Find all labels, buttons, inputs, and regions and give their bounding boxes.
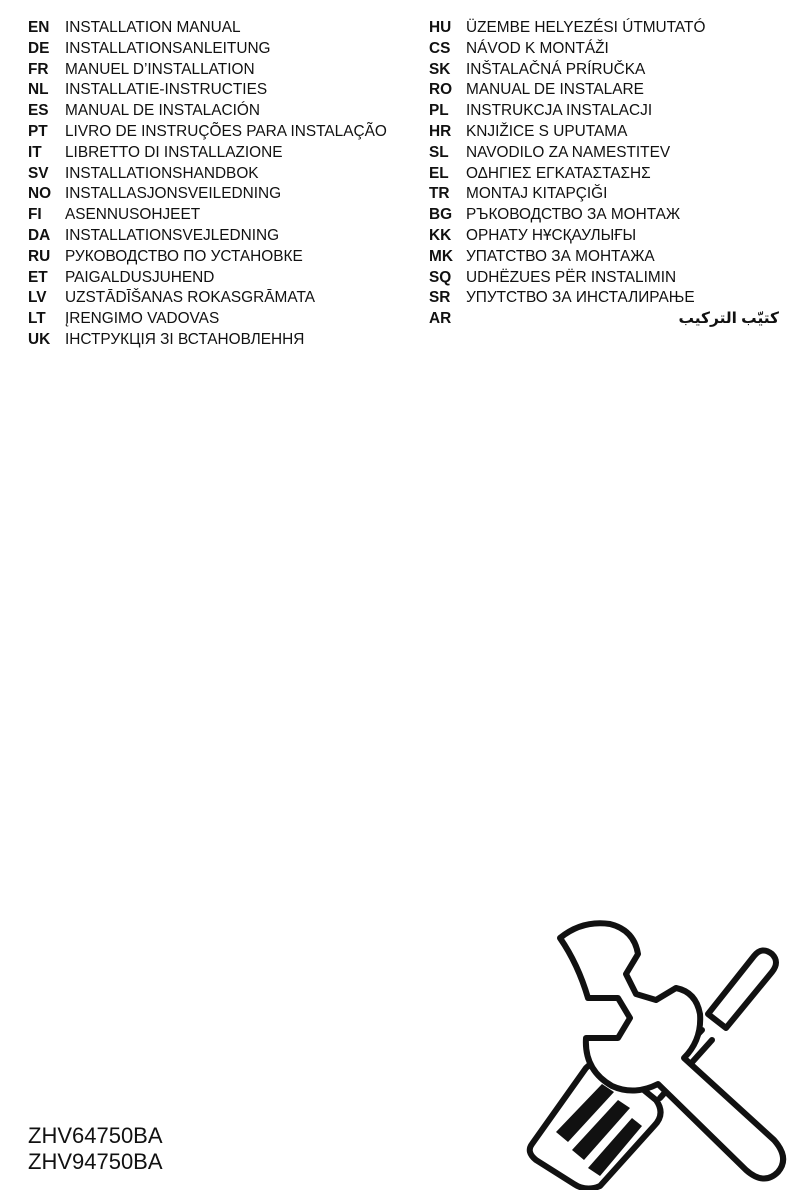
manual-title: MANUAL DE INSTALARE xyxy=(466,81,644,99)
manual-title: MANUEL D’INSTALLATION xyxy=(65,60,255,78)
manual-title: MANUAL DE INSTALACIÓN xyxy=(65,102,260,120)
manual-title: NAVODILO ZA NAMESTITEV xyxy=(466,143,671,161)
manual-title: INSTALLATIONSANLEITUNG xyxy=(65,39,271,57)
language-entry xyxy=(28,143,408,164)
language-entry xyxy=(429,205,789,226)
language-entry xyxy=(429,226,789,247)
manual-title: ASENNUSOHJEET xyxy=(65,206,201,224)
language-entry xyxy=(429,288,789,309)
language-entry xyxy=(28,164,408,185)
language-code: BG xyxy=(429,206,453,224)
manual-title: ΟΔΗΓΙΕΣ ΕΓΚΑΤΑΣΤΑΣΗΣ xyxy=(466,164,651,182)
language-code: PL xyxy=(429,102,449,120)
language-code: HU xyxy=(429,19,452,36)
language-code: ET xyxy=(28,268,48,286)
language-list-left xyxy=(28,18,408,351)
language-code: DA xyxy=(28,226,51,244)
language-code: ES xyxy=(28,102,49,120)
language-entry xyxy=(28,247,408,268)
language-code: EN xyxy=(28,19,50,36)
manual-title: INSTALLASJONSVEILEDNING xyxy=(65,185,282,203)
language-code: TR xyxy=(429,185,450,203)
language-code: LT xyxy=(28,310,46,328)
manual-title: РЪКОВОДСТВО ЗА МОНТАЖ xyxy=(466,206,681,224)
manual-title: УПУТСТВО ЗА ИНСТАЛИРАЊЕ xyxy=(466,289,695,307)
language-entry xyxy=(429,18,789,39)
language-entry xyxy=(429,80,789,101)
model-number: ZHV64750BA xyxy=(28,1123,163,1148)
language-code: FI xyxy=(28,206,42,224)
language-entry xyxy=(429,122,789,143)
language-entry xyxy=(429,268,789,289)
language-entry xyxy=(28,205,408,226)
language-code: NO xyxy=(28,185,52,203)
language-code: MK xyxy=(429,247,453,265)
language-entry xyxy=(28,184,408,205)
language-code: KK xyxy=(429,226,452,244)
language-code: LV xyxy=(28,289,47,307)
language-code: SR xyxy=(429,289,451,307)
language-entry xyxy=(28,226,408,247)
manual-title: INŠTALAČNÁ PRÍRUČKA xyxy=(466,60,646,78)
language-entry xyxy=(429,164,789,185)
language-entry xyxy=(28,288,408,309)
manual-title: ĮRENGIMO VADOVAS xyxy=(65,310,220,328)
language-entry xyxy=(28,309,408,330)
wrench-and-screwdriver-icon xyxy=(526,918,796,1190)
language-entry xyxy=(429,143,789,164)
language-entry xyxy=(28,60,408,81)
manual-title: كتيّب التركيب xyxy=(678,310,779,328)
language-entry xyxy=(429,184,789,205)
language-code: DE xyxy=(28,39,50,57)
language-entry xyxy=(429,39,789,60)
language-code: UK xyxy=(28,330,51,348)
language-entry xyxy=(28,268,408,289)
language-entry xyxy=(429,309,789,330)
model-numbers xyxy=(28,1123,163,1175)
language-code: IT xyxy=(28,143,42,161)
language-entry xyxy=(28,122,408,143)
language-code: AR xyxy=(429,310,452,328)
language-entry xyxy=(28,39,408,60)
manual-title: INSTALLATIONSVEJLEDNING xyxy=(65,226,280,244)
language-list-right xyxy=(429,18,789,330)
language-code: FR xyxy=(28,60,49,78)
manual-title: PAIGALDUSJUHEND xyxy=(65,268,215,286)
language-code: SQ xyxy=(429,268,452,286)
manual-title: NÁVOD K MONTÁŽI xyxy=(466,39,609,57)
manual-title: LIBRETTO DI INSTALLAZIONE xyxy=(65,143,283,161)
language-code: SV xyxy=(28,164,49,182)
manual-title: INSTRUKCJA INSTALACJI xyxy=(466,102,653,120)
manual-title: РУКОВОДСТВО ПО УСТАНОВКЕ xyxy=(65,247,303,265)
manual-title: INSTALLATIE-INSTRUCTIES xyxy=(65,81,268,99)
manual-title: UZSTĀDĪŠANAS ROKASGRĀMATA xyxy=(65,289,315,307)
manual-title: MONTAJ KITAPÇIĞI xyxy=(466,185,608,203)
language-entry xyxy=(28,80,408,101)
language-entry xyxy=(28,101,408,122)
manual-title: INSTALLATION MANUAL xyxy=(65,19,241,36)
model-number: ZHV94750BA xyxy=(28,1149,163,1174)
manual-title: LIVRO DE INSTRUÇÕES PARA INSTALAÇÃO xyxy=(65,122,387,140)
language-code: NL xyxy=(28,81,49,99)
language-code: EL xyxy=(429,164,449,182)
language-code: HR xyxy=(429,122,452,140)
manual-title: UDHËZUES PËR INSTALIMIN xyxy=(466,268,677,286)
manual-title: INSTALLATIONSHANDBOK xyxy=(65,164,259,182)
language-entry xyxy=(28,330,408,351)
language-entry xyxy=(429,101,789,122)
manual-title: ОРНАТУ НҰСҚАУЛЫҒЫ xyxy=(466,226,637,244)
language-code: PT xyxy=(28,122,48,140)
language-entry xyxy=(429,60,789,81)
manual-title: УПАТСТВО ЗА МОНТАЖА xyxy=(466,247,655,265)
language-code: SL xyxy=(429,143,449,161)
manual-title: ІНСТРУКЦІЯ ЗІ ВСТАНОВЛЕННЯ xyxy=(65,330,305,348)
manual-title: ÜZEMBE HELYEZÉSI ÚTMUTATÓ xyxy=(466,19,706,36)
language-code: CS xyxy=(429,39,451,57)
language-code: SK xyxy=(429,60,451,78)
manual-title: KNJIŽICE S UPUTAMA xyxy=(466,122,628,140)
language-entry xyxy=(28,18,408,39)
language-code: RU xyxy=(28,247,51,265)
language-entry xyxy=(429,247,789,268)
language-code: RO xyxy=(429,81,453,99)
